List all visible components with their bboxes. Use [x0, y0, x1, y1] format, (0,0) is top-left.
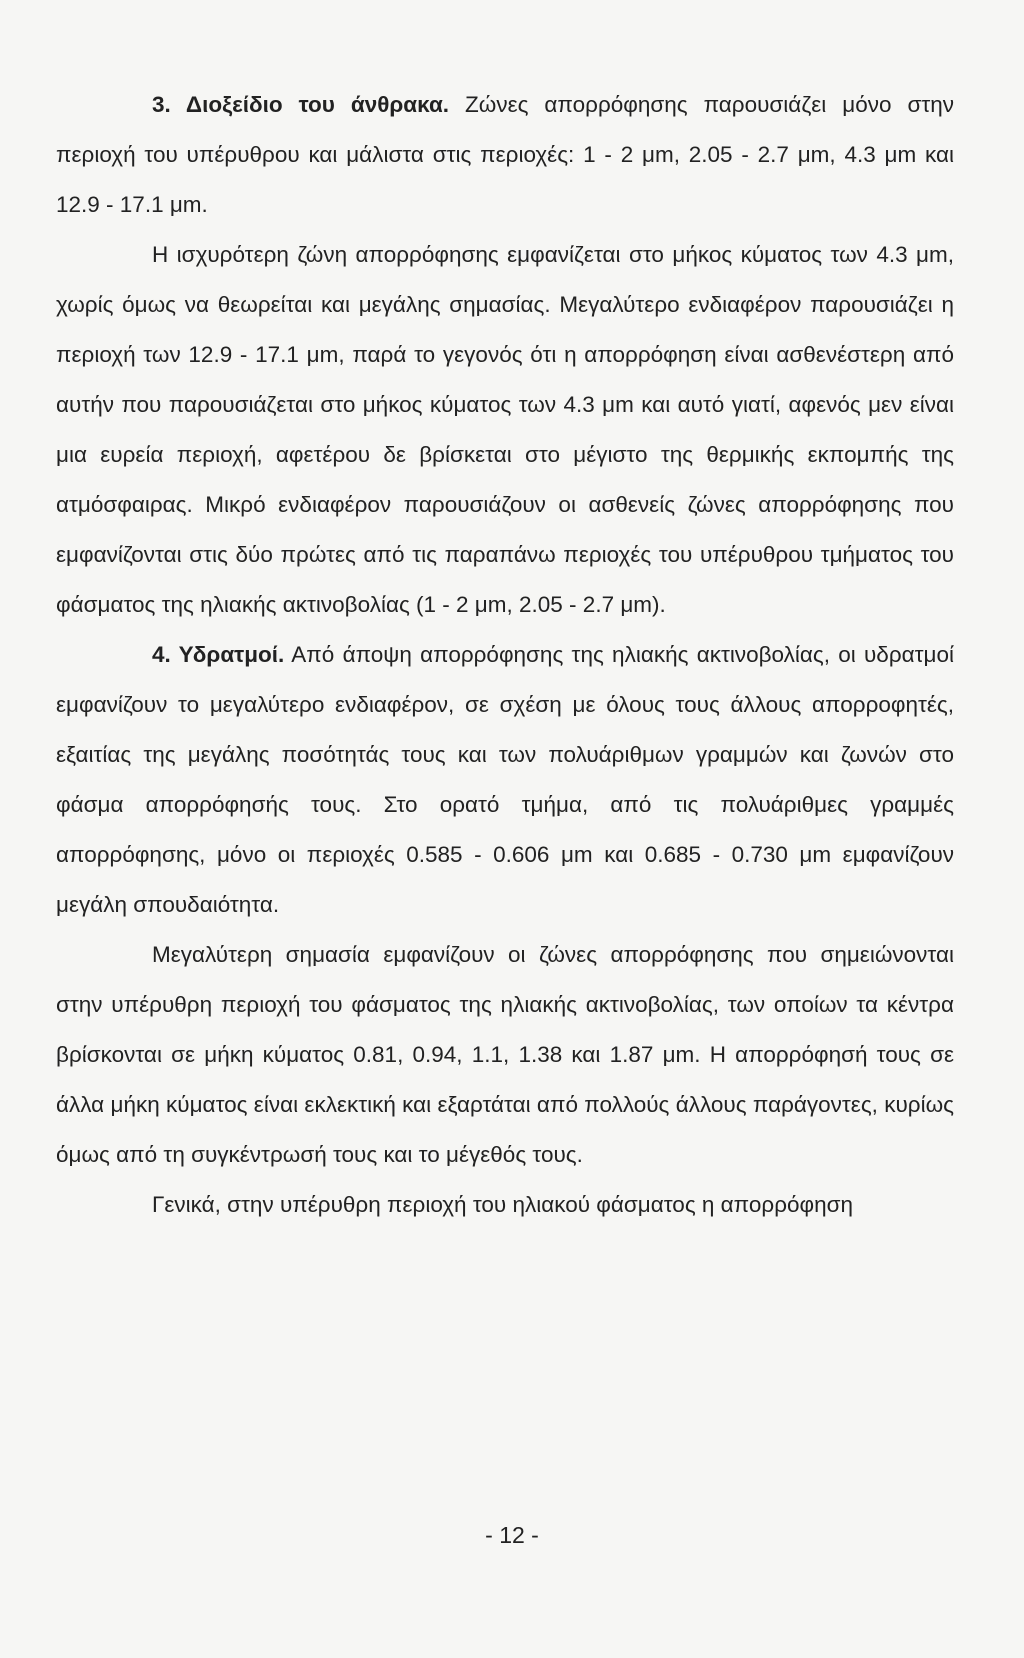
section-3-paragraph — [56, 80, 954, 230]
section-3-paragraph-2: Η ισχυρότερη ζώνη απορρόφησης εμφανίζεται στο μήκος κύματος των 4.3 μm, χωρίς όμως να θεωρείται και μεγάλης σημασίας. Μεγαλύτερο ενδιαφέρον παρουσιάζει η περιοχή των 12.9 - 17.1 μm, παρά το γεγονός ότι η απορρόφηση είναι ασθενέστερη από αυτήν που παρουσιάζεται στο μήκος κύματος των 4.3 μm και αυτό γιατί, αφενός μεν είναι μια ευρεία περιοχή, αφετέρου δε βρίσκεται στο μέγιστο της θερμικής εκπομπής της ατμόσφαιρας. Μικρό ενδιαφέρον παρουσιάζουν οι ασθενείς ζώνες απορρόφησης που εμφανίζονται στις δύο πρώτες από τις παραπάνω περιοχές του υπέρυθρου τμήματος του φάσματος της ηλιακής ακτινοβολίας (1 - 2 μm, 2.05 - 2.7 μm). — [56, 242, 954, 617]
page-number: - 12 - — [485, 1522, 539, 1548]
section-3-heading: 3. Διοξείδιο του άνθρακα. — [152, 92, 450, 117]
section-4-heading: 4. Υδρατμοί. — [152, 642, 285, 667]
section-4-paragraph-3: Γενικά, στην υπέρυθρη περιοχή του ηλιακού φάσματος η απορρόφηση — [152, 1192, 854, 1217]
section-4-paragraph — [56, 630, 954, 930]
section-4-paragraph-2: Μεγαλύτερη σημασία εμφανίζουν οι ζώνες απορρόφησης που σημειώνονται στην υπέρυθρη περιοχή του φάσματος της ηλιακής ακτινοβολίας, των οποίων τα κέντρα βρίσκονται σε μήκη κύματος 0.81, 0.94, 1.1, 1.38 και 1.87 μm. Η απορρόφησή τους σε άλλα μήκη κύματος είναι εκλεκτική και εξαρτάται από πολλούς άλλους παράγοντες, κυρίως όμως από τη συγκέντρωσή τους και το μέγεθός τους. — [56, 942, 954, 1167]
section-3-intro: Ζώνες απορρόφησης παρουσιάζει μόνο στην περιοχή του υπέρυθρου και μάλιστα στις περιοχές: 1 - 2 μm, 2.05 - 2.7 μm, 4.3 μm και 12.9 - 17.1 μm. — [56, 92, 955, 217]
section-4-intro: Από άποψη απορρόφησης της ηλιακής ακτινοβολίας, οι υδρατμοί εμφανίζουν το μεγαλύτερο ενδιαφέρον, σε σχέση με όλους τους άλλους απορροφητές, εξαιτίας της μεγάλης ποσότητάς τους και των πολυάριθμων γραμμών και ζωνών στο φάσμα απορρόφησής τους. Στο ορατό τμήμα, από τις πολυάριθμες γραμμές απορρόφησης, μόνο οι περιοχές 0.585 - 0.606 μm και 0.685 - 0.730 μm εμφανίζουν μεγάλη σπουδαιότητα. — [56, 642, 955, 917]
